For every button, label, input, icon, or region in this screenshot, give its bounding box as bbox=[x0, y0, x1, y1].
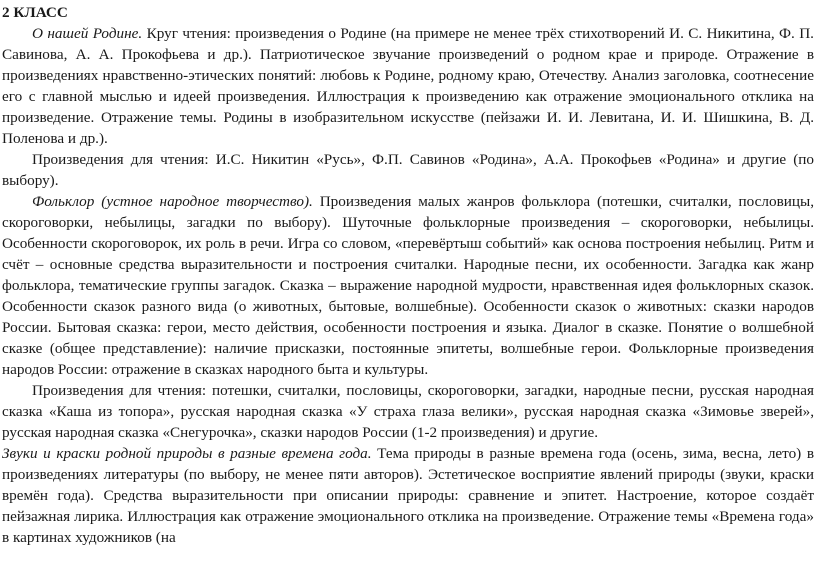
paragraph-folklore bbox=[2, 191, 814, 380]
paragraph-text: Произведения для чтения: И.С. Никитин «Русь», Ф.П. Савинов «Родина», А.А. Прокофьев «Родина» и другие (по выбору). bbox=[2, 151, 814, 189]
paragraph-text: Тема природы в разные времена года (осень, зима, весна, лето) в произведениях литературы (по выбору, не менее пяти авторов). Эстетическое восприятие явлений природы (звуки, краски времён года). Средства выразительности при описании природы: сравнение и эпитет. Настроение, которое создаёт пейзажная лирика. Иллюстрация как отражение эмоционального отклика на произведение. Отражение темы «Времена года» в картинах художников (на bbox=[2, 445, 814, 546]
paragraph-reading-list-homeland bbox=[2, 149, 814, 191]
paragraph-text: Произведения малых жанров фольклора (потешки, считалки, пословицы, скороговорки, небылицы, загадки по выбору). Шуточные фольклорные произведения – скороговорки, небылицы. Особенности скороговорок, их роль в речи. Игра со словом, «перевёртыш событий» как основа построения небылиц. Ритм и счёт – основные средства выразительности и построения считалки. Народные песни, их особенности. Загадка как жанр фольклора, тематические группы загадок. Сказка – выражение народной мудрости, нравственная идея фольклорных сказок. Особенности сказок разного вида (о животных, бытовые, волшебные). Особенности сказок о животных: сказки народов России. Бытовая сказка: герои, место действия, особенности построения и языка. Диалог в сказке. Понятие о волшебной сказке (общее представление): наличие присказки, постоянные эпитеты, волшебные герои. Фольклорные произведения народов России: отражение в сказках народного быта и культуры. bbox=[2, 193, 814, 378]
paragraph-topic: Звуки и краски родной природы в разные времена года. bbox=[2, 445, 372, 462]
paragraph-text: Произведения для чтения: потешки, считалки, пословицы, скороговорки, загадки, народные песни, русская народная сказка «Каша из топора», русская народная сказка «У страха глаза велики», русская народная сказка «Зимовье зверей», русская народная сказка «Снегурочка», сказки народов России (1-2 произведения) и другие. bbox=[2, 382, 814, 441]
paragraph-topic: О нашей Родине. bbox=[32, 25, 143, 42]
section-heading: 2 КЛАСС bbox=[2, 4, 68, 21]
paragraph-about-homeland bbox=[2, 23, 814, 149]
paragraph-reading-list-folklore bbox=[2, 380, 814, 443]
paragraph-text: Круг чтения: произведения о Родине (на примере не менее трёх стихотворений И. С. Никитина, Ф. П. Савинова, А. А. Прокофьева и др.). Патриотическое звучание произведений о родном крае и природе. Отражение в произведениях нравственно-этических понятий: любовь к Родине, родному краю, Отечеству. Анализ заголовка, соотнесение его с главной мыслью и идеей произведения. Иллюстрация к произведению как отражение эмоционального отклика на произведение. Отражение темы. Родины в изобразительном искусстве (пейзажи И. И. Левитана, И. И. Шишкина, В. Д. Поленова и др.). bbox=[2, 25, 814, 147]
paragraph-nature-seasons bbox=[2, 443, 814, 548]
paragraph-topic: Фольклор (устное народное творчество). bbox=[32, 193, 313, 210]
